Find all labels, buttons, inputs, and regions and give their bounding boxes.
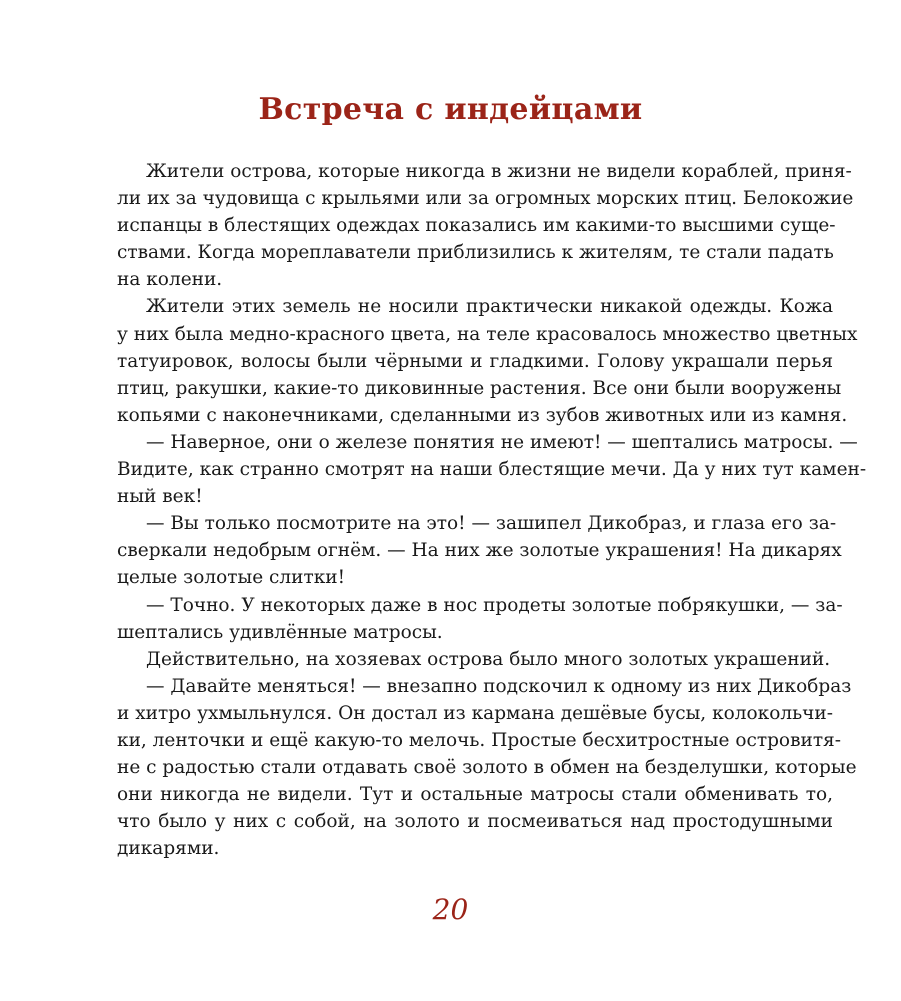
text-line: — Наверное, они о железе понятия не имеют! — шептались матросы. — (146, 431, 858, 453)
text-line: — Вы только посмотрите на это! — зашипел Дикобраз, и глаза его за- (146, 513, 837, 535)
text-line: ли их за чудовища с крыльями или за огромных морских птиц. Белокожие (117, 188, 854, 210)
text-line: Жители этих земель не носили практически никакой одежды. Кожа (146, 296, 833, 318)
text-line: ки, ленточки и ещё какую-то мелочь. Простые бесхитростные островитя- (117, 729, 841, 751)
text-line: шептались удивлённые матросы. (117, 621, 443, 643)
text-line: дикарями. (117, 838, 220, 860)
text-line: ствами. Когда мореплаватели приблизились к жителям, те стали падать (117, 242, 834, 264)
text-line: — Точно. У некоторых даже в нос продеты золотые побрякушки, — за- (146, 594, 843, 616)
text-line: не с радостью стали отдавать своё золото в обмен на безделушки, которые (117, 757, 857, 779)
text-line: копьями с наконечниками, сделанными из зубов животных или из камня. (117, 404, 848, 426)
text-line: целые золотые слитки! (117, 567, 346, 589)
text-line: татуировок, волосы были чёрными и гладкими. Голову украшали перья (117, 350, 833, 372)
text-line: что было у них с собой, на золото и посмеиваться над простодушными (117, 811, 833, 833)
text-line: — Давайте меняться! — внезапно подскочил к одному из них Дикобраз (146, 675, 852, 697)
text-line: Жители острова, которые никогда в жизни не видели кораблей, приня- (146, 161, 852, 182)
text-line: Видите, как странно смотрят на наши блестящие мечи. Да у них тут камен- (117, 459, 867, 481)
body-text (117, 158, 867, 862)
text-line: птиц, ракушки, какие-то диковинные растения. Все они были вооружены (117, 377, 842, 399)
text-line: на колени. (117, 269, 223, 291)
text-line: у них была медно-красного цвета, на теле красовалось множество цветных (117, 323, 858, 345)
text-line: ный век! (117, 486, 203, 508)
text-line: Действительно, на хозяевах острова было много золотых украшений. (146, 648, 831, 670)
text-line: сверкали недобрым огнём. — На них же золотые украшения! На дикарях (117, 540, 842, 562)
text-line: и хитро ухмыльнулся. Он достал из кармана дешёвые бусы, колокольчи- (117, 702, 833, 724)
text-line: они никогда не видели. Тут и остальные матросы стали обменивать то, (117, 784, 833, 806)
text-line: испанцы в блестящих одеждах показались им какими-то высшими суще- (117, 215, 836, 237)
page-number: 20 (432, 893, 469, 926)
page-title: Встреча с индейцами (258, 92, 643, 127)
